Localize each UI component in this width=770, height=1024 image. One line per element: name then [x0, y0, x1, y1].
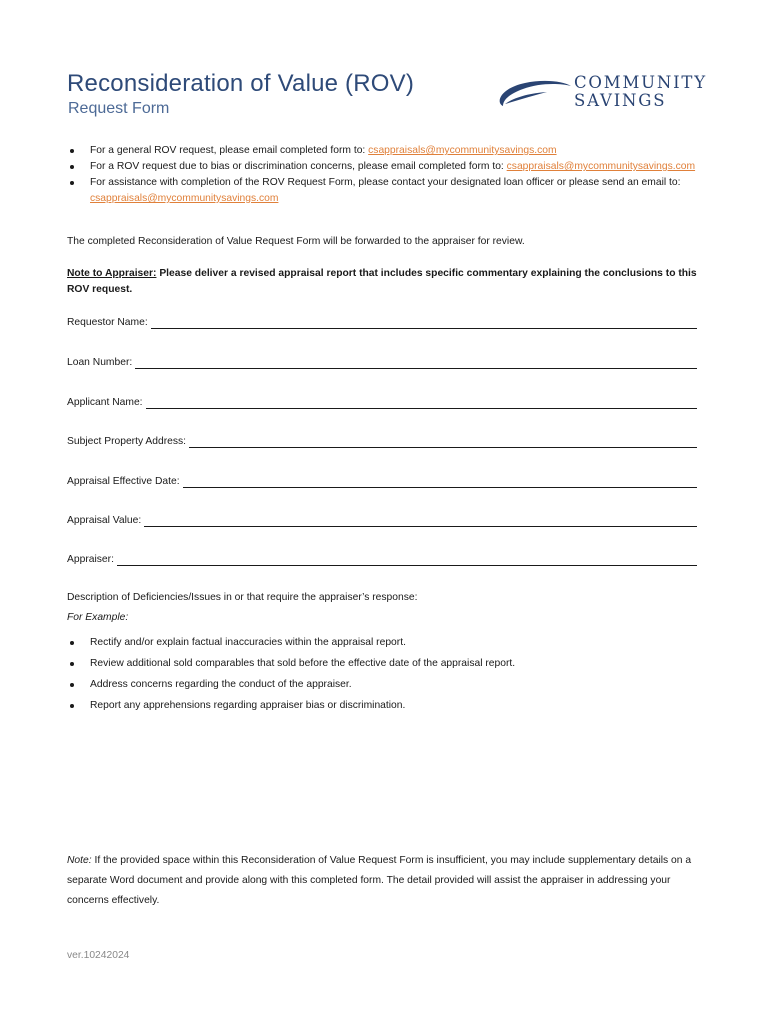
- subject-property-address-input[interactable]: [189, 435, 697, 448]
- example-item: Rectify and/or explain factual inaccuracies within the appraisal report.: [67, 632, 707, 653]
- loan-number-field: [67, 354, 697, 370]
- swoosh-logo-icon: [495, 78, 573, 110]
- description-label: Description of Deficiencies/Issues in or that require the appraiser’s response:: [67, 592, 418, 603]
- supplementary-note-lead: Note:: [67, 855, 92, 866]
- appraiser-note-text: Please deliver a revised appraisal report that includes specific commentary explaining the conclusions to this ROV request.: [67, 268, 697, 295]
- appraisal-effective-date-field: [67, 473, 697, 489]
- appraiser-note: [67, 266, 707, 298]
- field-label: Applicant Name:: [67, 397, 143, 408]
- email-link[interactable]: csappraisals@mycommunitysavings.com: [506, 161, 696, 172]
- appraiser-note-lead: Note to Appraiser:: [67, 268, 157, 279]
- form-title: Reconsideration of Value (ROV): [67, 70, 415, 97]
- appraisal-value-input[interactable]: [144, 514, 697, 527]
- field-label: Subject Property Address:: [67, 436, 187, 447]
- instruction-text: For assistance with completion of the ROV Request Form, please contact your designated loan officer or please send an email to:: [90, 177, 681, 188]
- instruction-text: For a general ROV request, please email completed form to:: [90, 145, 369, 156]
- instruction-item: [67, 143, 707, 159]
- logo-line-1: COMMUNITY: [574, 73, 707, 92]
- appraiser-field: [67, 551, 697, 567]
- example-item: Address concerns regarding the conduct of the appraiser.: [67, 674, 707, 695]
- field-label: Requestor Name:: [67, 317, 148, 328]
- subject-property-address-field: [67, 433, 697, 449]
- instruction-text: For a ROV request due to bias or discrimination concerns, please email completed form to:: [90, 161, 507, 172]
- field-label: Loan Number:: [67, 357, 133, 368]
- email-link[interactable]: csappraisals@mycommunitysavings.com: [368, 145, 557, 156]
- requestor-name-field: [67, 314, 697, 330]
- version-label: ver.10242024: [67, 950, 130, 961]
- logo-wordmark: [574, 74, 707, 110]
- field-label: Appraiser:: [67, 554, 114, 565]
- instruction-item: [67, 175, 707, 207]
- supplementary-note-text: If the provided space within this Reconsideration of Value Request Form is insufficient, you may include supplementary details on a separate Word document and provide along with this completed form. The detail provided will assist the appraiser in addressing your concerns effectively.: [67, 855, 692, 906]
- form-subtitle: Request Form: [68, 100, 170, 117]
- community-savings-logo: [495, 74, 705, 120]
- instructions-list: [67, 143, 707, 207]
- supplementary-note: [67, 851, 707, 911]
- email-link[interactable]: csappraisals@mycommunitysavings.com: [90, 193, 279, 204]
- field-label: Appraisal Effective Date:: [67, 476, 180, 487]
- appraisal-value-field: [67, 512, 697, 528]
- appraiser-input[interactable]: [117, 553, 697, 566]
- examples-list: [67, 632, 707, 716]
- forward-statement: The completed Reconsideration of Value Request Form will be forwarded to the appraiser for review.: [67, 236, 525, 247]
- example-item: Review additional sold comparables that sold before the effective date of the appraisal report.: [67, 653, 707, 674]
- example-label: For Example:: [67, 612, 129, 623]
- appraisal-effective-date-input[interactable]: [183, 475, 697, 488]
- applicant-name-field: [67, 394, 697, 410]
- requestor-name-input[interactable]: [151, 316, 697, 329]
- logo-line-2: SAVINGS: [574, 91, 667, 110]
- example-item: Report any apprehensions regarding appraiser bias or discrimination.: [67, 695, 707, 716]
- applicant-name-input[interactable]: [146, 396, 697, 409]
- field-label: Appraisal Value:: [67, 515, 142, 526]
- loan-number-input[interactable]: [135, 356, 697, 369]
- instruction-item: [67, 159, 707, 175]
